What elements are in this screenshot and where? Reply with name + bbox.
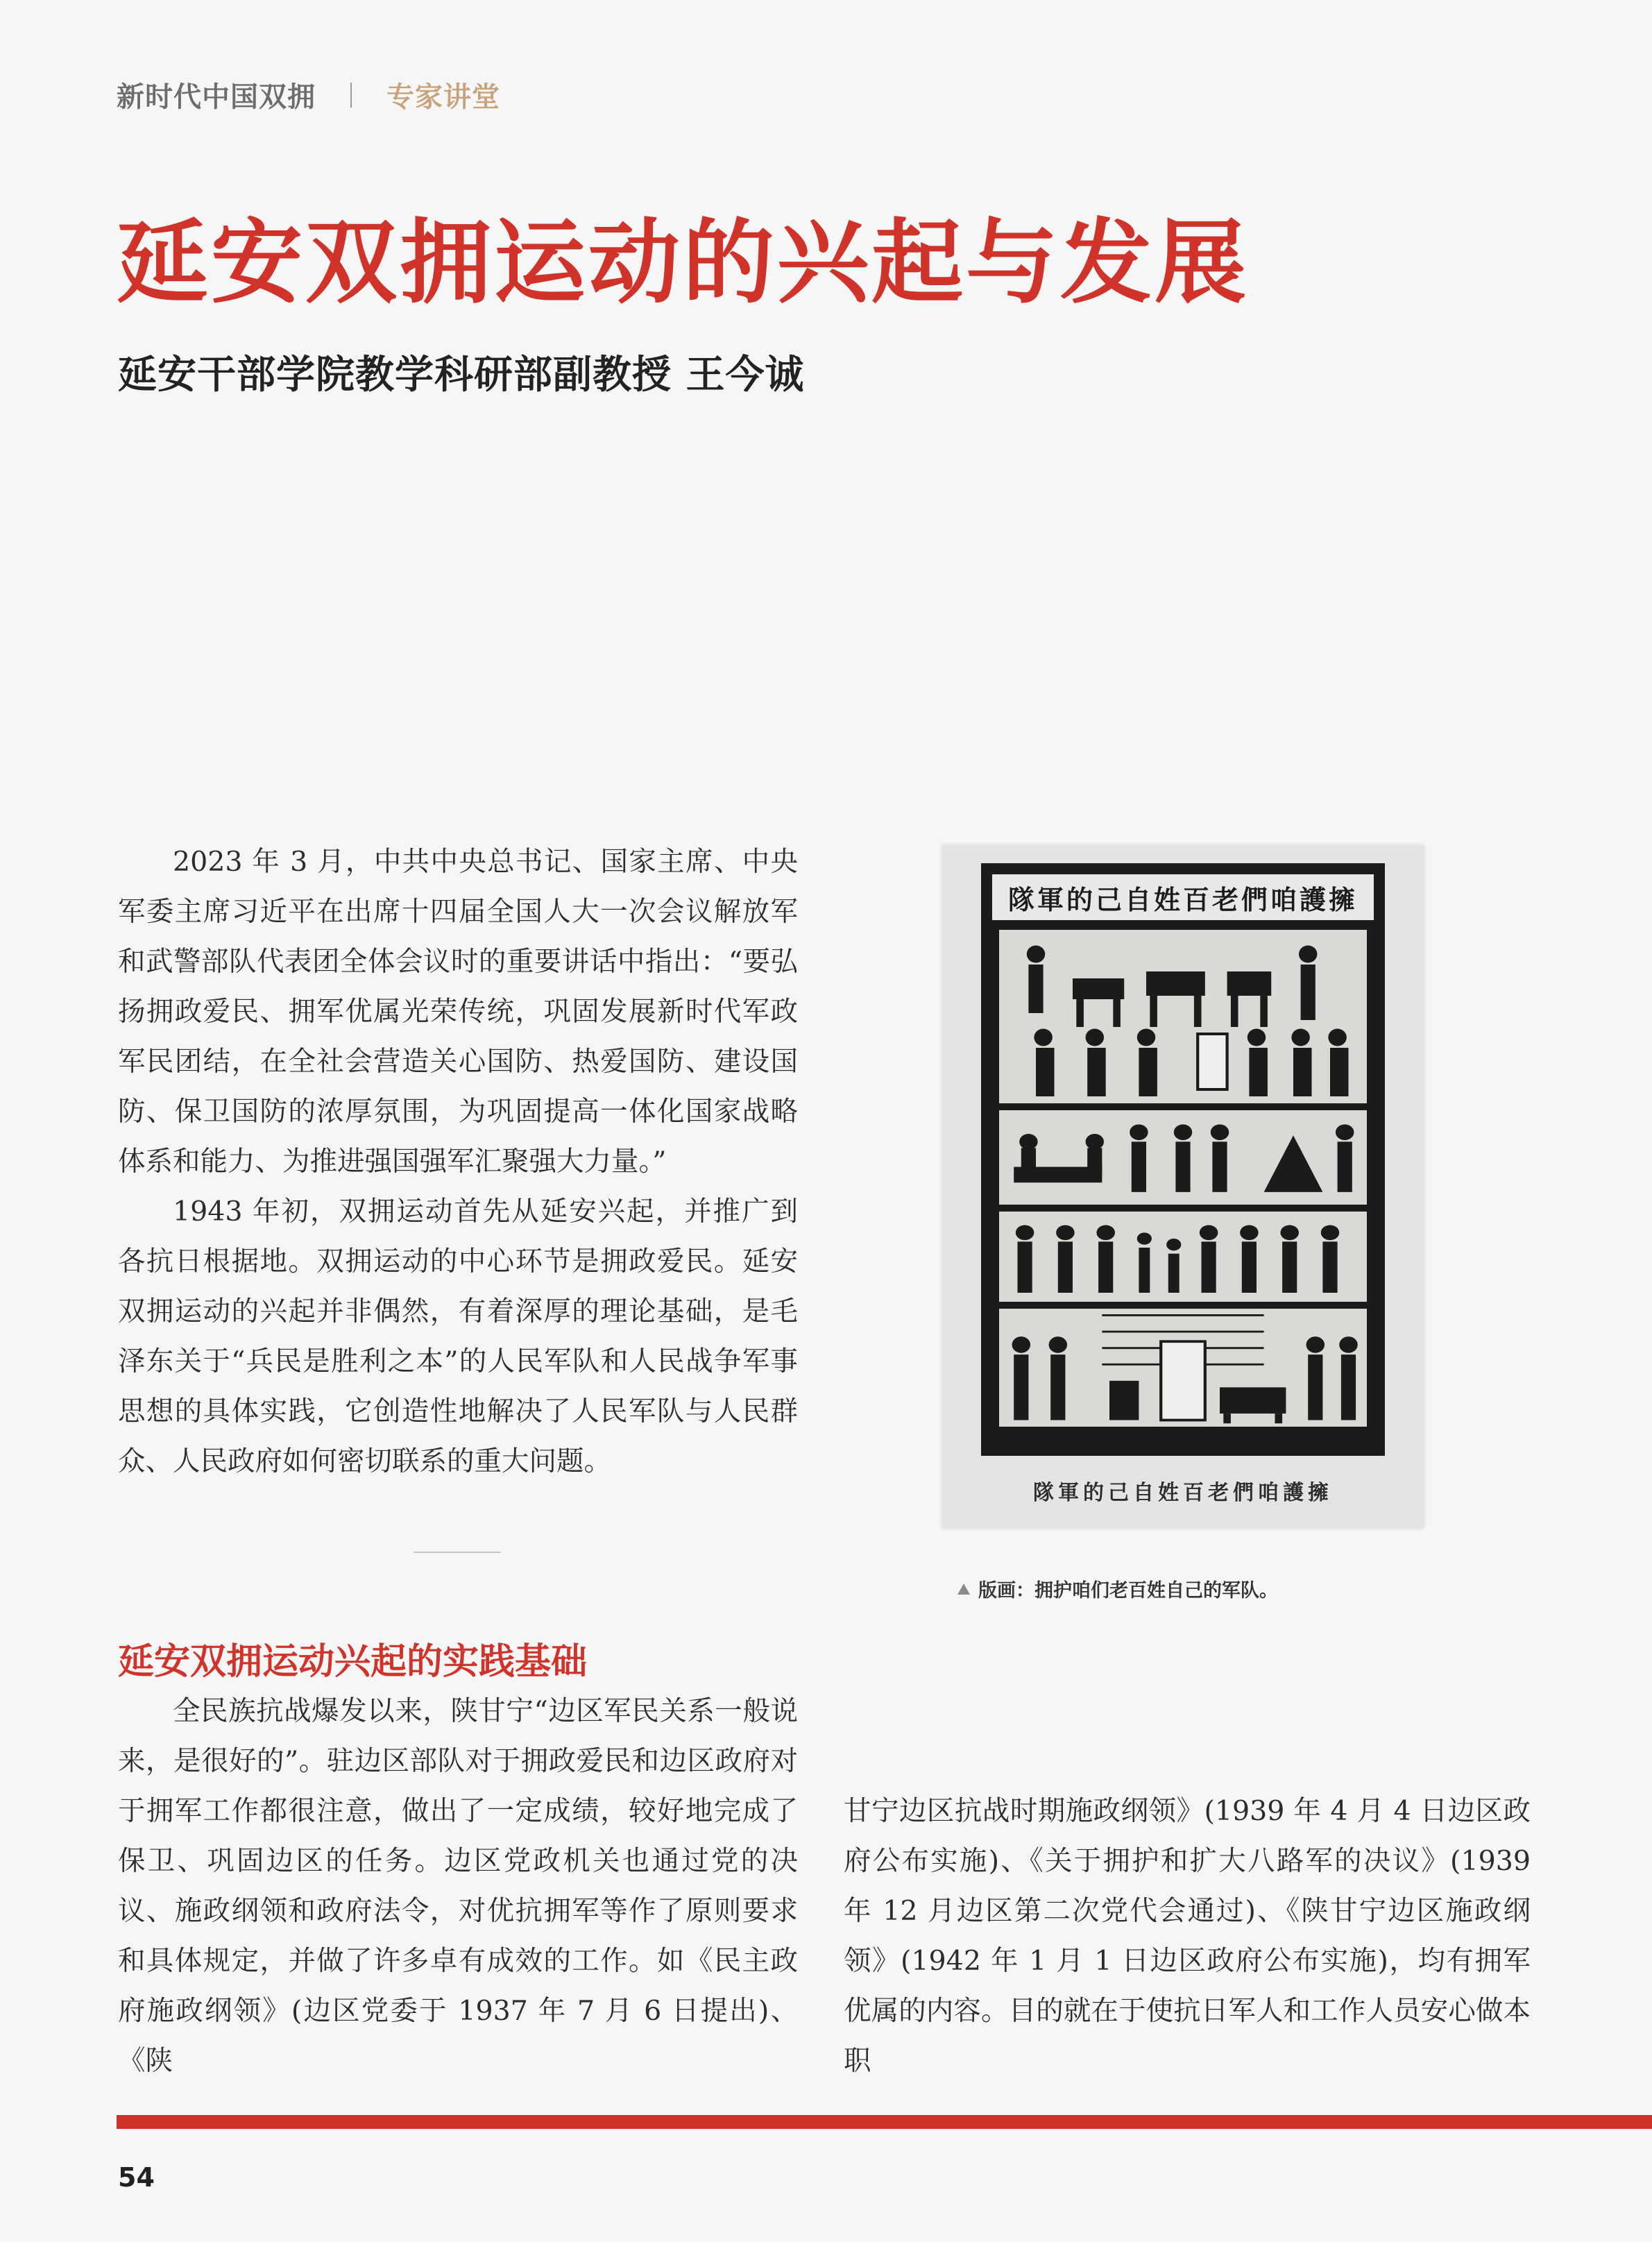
intro-paragraph-2: 1943 年初，双拥运动首先从延安兴起，并推广到各抗日根据地。双拥运动的中心环节是拥政爱民。延安双拥运动的兴起并非偶然，有着深厚的理论基础，是毛泽东关于“兵民是胜利之本”的人民军队和人民战争军事思想的具体实践，它创造性地解决了人民军队与人民群众、人民政府如何密切联系的重大问题。 xyxy=(118,1196,798,1477)
woodcut-panel-2 xyxy=(999,1110,1367,1205)
intro-paragraph-1: 2023 年 3 月，中共中央总书记、国家主席、中央军委主席习近平在出席十四届全国人大一次会议解放军和武警部队代表团全体会议时的重要讲话中指出：“要弘扬拥政爱民、拥军优属光荣传统，巩固发展新时代军政军民团结，在全社会营造关心国防、热爱国防、建设国防、保卫国防的浓厚氛围，为巩固提高一体化国家战略体系和能力、为推进强国强军汇聚强大力量。” xyxy=(118,846,798,1178)
column-name: 专家讲堂 xyxy=(386,81,500,113)
woodcut-panel-1 xyxy=(999,930,1367,1103)
woodcut-panel-3 xyxy=(999,1212,1367,1302)
section-heading: 延安双拥运动兴起的实践基础 xyxy=(118,1641,588,1683)
header-separator xyxy=(350,83,352,108)
section-column-right xyxy=(844,1786,1531,2086)
woodcut-panel-4 xyxy=(999,1309,1367,1427)
section-paragraph-left: 全民族抗战爆发以来，陕甘宁“边区军民关系一般说来，是很好的”。驻边区部队对于拥政爱民和边区政府对于拥军工作都很注意，做出了一定成绩，较好地完成了保卫、巩固边区的任务。边区党政机关也通过党的决议、施政纲领和政府法令，对优抗拥军等作了原则要求和具体规定，并做了许多卓有成效的工作。如《民主政府施政纲领》(边区党委于 1937 年 7 月 6 日提出)、《陕 xyxy=(118,1695,798,2077)
section-paragraph-right: 甘宁边区抗战时期施政纲领》(1939 年 4 月 4 日边区政府公布实施)、《关于拥护和扩大八路军的决议》(1939 年 12 月边区第二次党代会通过)、《陕甘宁边区施政纲领》(1942 年 1 月 1 日边区政府公布实施)，均有拥军优属的内容。目的就在于使抗日军人和工作人员安心做本职 xyxy=(844,1795,1531,2077)
article-title: 延安双拥运动的兴起与发展 xyxy=(117,209,1249,316)
figure-caption xyxy=(957,1575,1278,1602)
caption-triangle-icon xyxy=(957,1583,970,1595)
figure-caption-text: 版画：拥护咱们老百姓自己的军队。 xyxy=(978,1580,1278,1602)
running-header xyxy=(117,75,500,114)
article-byline: 延安干部学院教学科研部副教授 王今诚 xyxy=(118,353,805,398)
section-divider xyxy=(414,1552,501,1553)
woodcut-footer-text: 隊軍的己自姓百老們咱護擁 xyxy=(1033,1481,1333,1505)
page-number: 54 xyxy=(118,2162,155,2193)
footer-red-bar xyxy=(117,2115,1652,2129)
woodcut-print-image xyxy=(942,845,1424,1528)
section-column-left xyxy=(118,1686,798,2086)
intro-column xyxy=(118,837,798,1486)
series-name: 新时代中国双拥 xyxy=(117,81,316,113)
woodcut-title: 隊軍的己自姓百老們咱護擁 xyxy=(992,874,1374,920)
woodcut-frame xyxy=(981,863,1385,1456)
